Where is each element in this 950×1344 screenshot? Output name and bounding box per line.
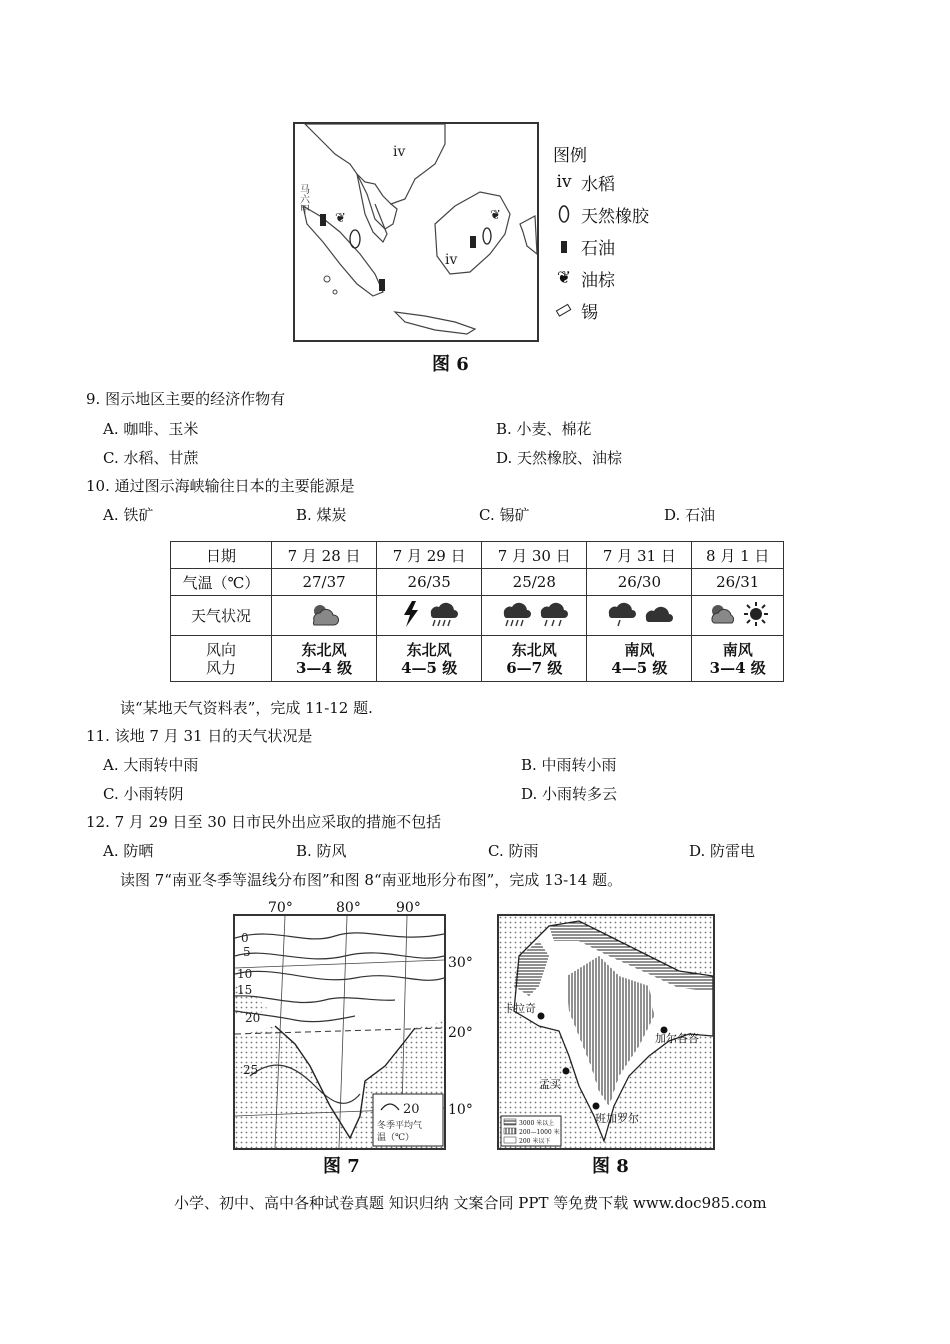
svg-text:ⅳ: ⅳ (393, 144, 406, 160)
legend-label: 石油 (581, 238, 615, 259)
wind-force: 4—5 级 (611, 658, 668, 677)
wind-force: 3—4 级 (709, 658, 766, 677)
south-asia-terrain-map (497, 914, 715, 1150)
fig7-lon-70: 70° (268, 900, 293, 916)
read-table-instruction: 读“某地天气资料表”，完成 11-12 题. (120, 699, 373, 717)
q11-option-b[interactable]: B. 中雨转小雨 (521, 756, 617, 774)
header-wind-dir: 风向 (205, 640, 236, 659)
heavy-rain-icon (427, 600, 459, 628)
weather-cell (587, 596, 692, 636)
fig6-legend (553, 140, 649, 326)
wind-dir: 东北风 (511, 640, 557, 659)
legend-label: 天然橡胶 (581, 206, 649, 227)
iso-label: 15 (237, 983, 253, 997)
wind-force: 6—7 级 (506, 658, 563, 677)
fig7-lat-20: 20° (448, 1025, 473, 1041)
header-date: 日期 (171, 542, 272, 569)
wind-dir: 南风 (624, 640, 655, 659)
date-cell: 7 月 29 日 (377, 542, 482, 569)
rubber-icon (553, 204, 575, 224)
legend-title: 图例 (553, 145, 587, 166)
q12-option-d[interactable]: D. 防雷电 (689, 842, 756, 860)
date-cell: 7 月 31 日 (587, 542, 692, 569)
fig7-lon-90: 90° (396, 900, 421, 916)
overcast-icon (642, 602, 674, 628)
southeast-asia-map (293, 122, 539, 342)
date-cell: 8 月 1 日 (692, 542, 784, 569)
q10-stem: 10. 通过图示海峡输往日本的主要能源是 (86, 477, 355, 495)
header-wind-force: 风力 (205, 658, 236, 677)
fig7-lon-80: 80° (336, 900, 361, 916)
q12-option-c[interactable]: C. 防雨 (488, 842, 539, 860)
svg-text:ⅳ: ⅳ (445, 252, 458, 268)
date-cell: 7 月 30 日 (482, 542, 587, 569)
weather-cell (692, 596, 784, 636)
iso-label: 20 (245, 1011, 261, 1025)
fig6-caption: 图 6 (432, 354, 469, 375)
weather-cell (482, 596, 587, 636)
q10-option-c[interactable]: C. 锡矿 (479, 506, 530, 524)
wind-dir: 东北风 (406, 640, 452, 659)
light-rain-icon (605, 600, 637, 628)
temp-cell: 26/30 (587, 569, 692, 596)
q9-option-a[interactable]: A. 咖啡、玉米 (103, 420, 199, 438)
q12-option-a[interactable]: A. 防晒 (103, 842, 154, 860)
partly-cloudy-icon (304, 601, 344, 627)
q11-option-a[interactable]: A. 大雨转中雨 (103, 756, 199, 774)
legend-label: 锡 (581, 302, 598, 323)
header-weather: 天气状况 (171, 596, 272, 636)
wind-cell (587, 636, 692, 682)
q9-option-c[interactable]: C. 水稻、甘蔗 (103, 449, 199, 467)
rice-icon: ⅳ (556, 172, 572, 192)
date-cell: 7 月 28 日 (272, 542, 377, 569)
legend-label: 水稻 (581, 174, 615, 195)
q9-option-b[interactable]: B. 小麦、棉花 (496, 420, 592, 438)
weather-cell (377, 596, 482, 636)
legend-text: 3000 米以上 (519, 1120, 555, 1127)
city-karachi: 卡拉奇 (503, 1002, 536, 1015)
svg-text:❦: ❦ (335, 211, 346, 226)
q11-stem: 11. 该地 7 月 31 日的天气状况是 (86, 727, 313, 745)
oil-palm-icon: ❦ (556, 268, 572, 288)
city-kolkata: 加尔各答 (655, 1032, 699, 1045)
svg-text:❦: ❦ (490, 208, 501, 223)
q11-option-c[interactable]: C. 小雨转阴 (103, 785, 184, 803)
header-wind (171, 636, 272, 682)
iso-label: 25 (243, 1063, 259, 1077)
wind-cell (377, 636, 482, 682)
heavy-rain-icon (500, 600, 532, 628)
footer-text: 小学、初中、高中各种试卷真题 知识归纳 文案合同 PPT 等免费下载 www.doc985.com (174, 1194, 767, 1212)
city-mumbai: 孟买 (539, 1078, 561, 1091)
fig7-caption: 图 7 (323, 1156, 360, 1177)
q9-stem: 9. 图示地区主要的经济作物有 (86, 390, 286, 408)
wind-cell (272, 636, 377, 682)
legend-text: 冬季平均气 (377, 1121, 423, 1131)
iso-label: 5 (243, 945, 251, 959)
read-fig78-instruction: 读图 7“南亚冬季等温线分布图”和图 8“南亚地形分布图”，完成 13-14 题。 (120, 871, 623, 889)
q11-option-d[interactable]: D. 小雨转多云 (521, 785, 618, 803)
legend-text: 200—1000 米 (519, 1129, 560, 1136)
oil-icon (553, 238, 575, 254)
sun-icon (743, 601, 769, 627)
wind-cell (692, 636, 784, 682)
header-temp: 气温（℃） (171, 569, 272, 596)
fig7-lat-30: 30° (448, 955, 473, 971)
q10-option-b[interactable]: B. 煤炭 (296, 506, 347, 524)
temp-cell: 26/31 (692, 569, 784, 596)
temp-cell: 27/37 (272, 569, 377, 596)
wind-dir: 东北风 (301, 640, 347, 659)
weather-table (170, 541, 784, 682)
wind-cell (482, 636, 587, 682)
wind-force: 4—5 级 (401, 658, 458, 677)
temp-cell: 26/35 (377, 569, 482, 596)
wind-force: 3—4 级 (296, 658, 353, 677)
legend-label: 油棕 (581, 270, 615, 291)
tin-icon (553, 303, 575, 317)
iso-label: 10 (237, 967, 253, 981)
strait-label: 马六甲 (297, 184, 309, 214)
weather-cell (272, 596, 377, 636)
wind-dir: 南风 (722, 640, 753, 659)
fig7-lat-10: 10° (448, 1102, 473, 1118)
south-asia-winter-isotherm-map (233, 914, 446, 1150)
legend-text: 温（℃） (377, 1133, 415, 1143)
legend-value: 20 (403, 1102, 420, 1117)
q10-option-a[interactable]: A. 铁矿 (103, 506, 154, 524)
q10-option-d[interactable]: D. 石油 (664, 506, 716, 524)
thunder-icon (400, 600, 422, 628)
temp-cell: 25/28 (482, 569, 587, 596)
q12-option-b[interactable]: B. 防风 (296, 842, 347, 860)
moderate-rain-icon (537, 600, 569, 628)
q9-option-d[interactable]: D. 天然橡胶、油棕 (496, 449, 623, 467)
fig8-caption: 图 8 (592, 1156, 629, 1177)
city-bangalore: 班加罗尔 (595, 1112, 639, 1125)
partly-cloudy-icon (706, 601, 738, 627)
iso-label: 0 (241, 931, 249, 945)
q12-stem: 12. 7 月 29 日至 30 日市民外出应采取的措施不包括 (86, 813, 442, 831)
legend-text: 200 米以下 (519, 1138, 551, 1145)
